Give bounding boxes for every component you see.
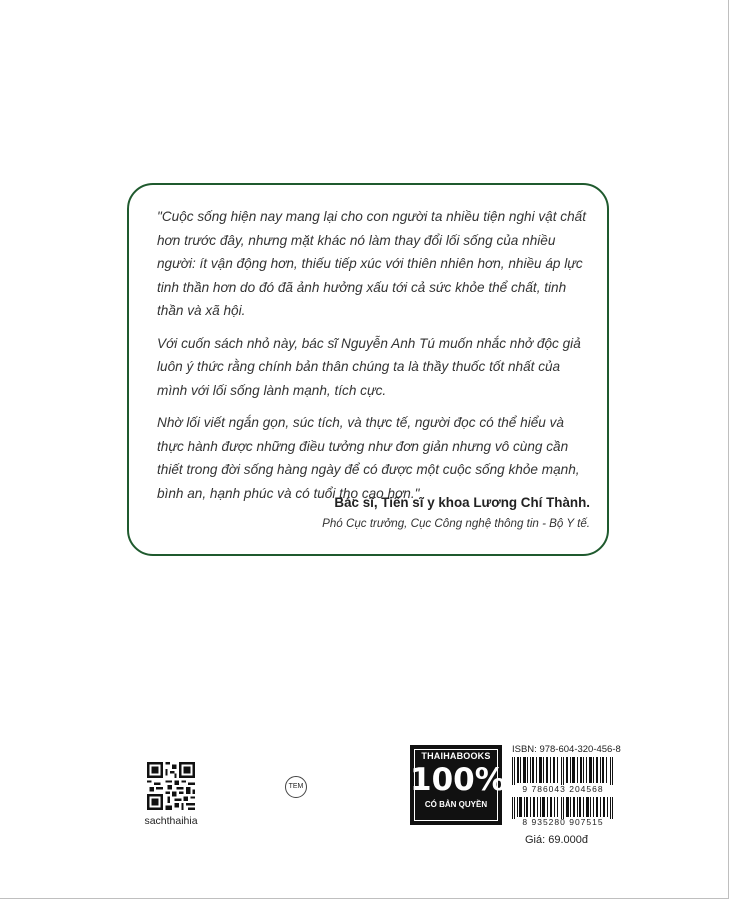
product-barcode-icon: [510, 797, 616, 819]
quote-author: Bác sĩ, Tiến sĩ y khoa Lương Chí Thành.: [334, 495, 590, 510]
stamp-subtitle: CÓ BẢN QUYỀN: [424, 800, 488, 809]
quote-paragraph-1: "Cuộc sống hiện nay mang lại cho con người ta nhiều tiện nghi vật chất hơn trước đây, nhưng mặt khác nó làm thay đổi lối sống của nhiều người: ít vận động hơn, thiếu tiếp xúc với thiên nhiên hơn, nhiều áp lực tinh thần hơn do đó đã ảnh hưởng xấu tới cả sức khỏe thể chất, tinh thần và xã hội.: [157, 209, 586, 318]
copyright-stamp: [410, 745, 506, 825]
product-barcode-digits: 8 935280 907515: [522, 817, 604, 827]
quote-paragraph-3: Nhờ lối viết ngắn gọn, súc tích, và thực tế, người đọc có thể hiểu và thực hành được những điều tưởng như đơn giản nhưng vô cùng cần thiết trong đời sống hàng ngày để có được một cuộc sống khỏe mạnh, bình an, hạnh phúc và có tuổi thọ cao hơn.": [157, 415, 580, 501]
price-label: Giá: 69.000đ: [525, 834, 588, 846]
quote-author-role: Phó Cục trưởng, Cục Công nghệ thông tin - Bộ Y tế.: [322, 517, 590, 530]
qr-code-icon: [147, 762, 195, 810]
tem-label: TEM: [285, 776, 307, 798]
isbn-label: ISBN: 978-604-320-456-8: [512, 744, 621, 755]
quote-paragraph-2: Với cuốn sách nhỏ này, bác sĩ Nguyễn Anh Tú muốn nhắc nhở độc giả luôn ý thức rằng chính bản thân chúng ta là thầy thuốc tốt nhất của mình với lối sống lành mạnh, tích cực.: [157, 335, 581, 398]
stamp-brand: THAIHABOOKS: [421, 751, 491, 761]
isbn-barcode-digits: 9 786043 204568: [522, 784, 604, 794]
isbn-barcode-icon: [510, 757, 616, 785]
stamp-percent: 100%: [410, 762, 506, 798]
quote-text: [157, 205, 591, 514]
qr-label: sachthaihia: [144, 815, 198, 827]
